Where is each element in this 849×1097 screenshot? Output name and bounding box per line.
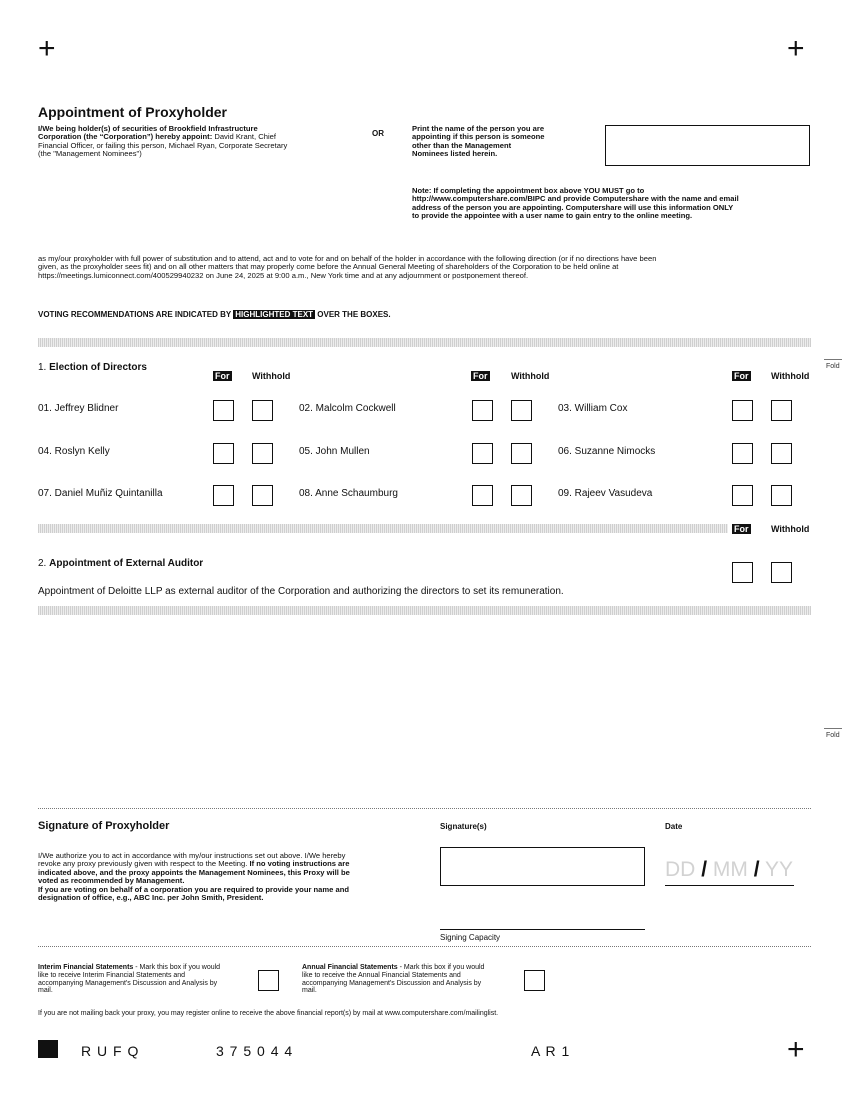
highlighted-text-sample: HIGHLIGHTED TEXT	[235, 310, 314, 319]
auditor-description: Appointment of Deloitte LLP as external auditor of the Corporation and authorizing the directors to set its remuneration.	[38, 586, 564, 597]
interim-line-1	[38, 964, 258, 972]
mailing-list-note: If you are not mailing back your proxy, you may register online to receive the above financial report(s) by mail at www.computershare.com/mailinglist.	[38, 1010, 499, 1017]
footer-code-number: 3 7 5 0 4 4	[216, 1043, 294, 1059]
note-line-1: Note: If completing the appointment box above YOU MUST go to	[412, 186, 645, 195]
print-line-3: other than the Management	[412, 140, 512, 150]
election-heading	[38, 362, 147, 373]
interim-line-3: accompanying Management's Discussion and Analysis by	[38, 979, 218, 987]
interim-statements-checkbox[interactable]	[258, 970, 279, 991]
signing-capacity-label: Signing Capacity	[440, 933, 501, 942]
date-separator: /	[701, 858, 708, 881]
director-name: 01. Jeffrey Blidner	[38, 403, 119, 414]
crop-mark-top-left: +	[38, 32, 56, 65]
proxy-line-1: as my/our proxyholder with full power of substitution and to attend, act and to vote for and on behalf of the holder in accordance with the following direction (or if no directions have been	[38, 254, 657, 263]
date-yy: YY	[765, 858, 794, 881]
signing-capacity-field[interactable]	[440, 929, 645, 930]
holder-line-3: Financial Officer, or failing this person, Michael Ryan, Corporate Secretary	[38, 140, 288, 150]
holder-line-1: I/We being holder(s) of securities of Brookfield Infrastructure	[38, 124, 258, 133]
for-checkbox-director-05[interactable]	[472, 443, 493, 464]
withhold-checkbox-director-03[interactable]	[771, 400, 792, 421]
annual-statements-checkbox[interactable]	[524, 970, 545, 991]
for-checkbox-director-04[interactable]	[213, 443, 234, 464]
holder-line-4: (the "Management Nominees")	[38, 149, 142, 159]
withhold-checkbox-director-09[interactable]	[771, 485, 792, 506]
note-line-4: to provide the appointee with a user name to gain entry to the online meeting.	[412, 211, 693, 221]
sig-line-2-normal: revoke any proxy previously given with respect to the Meeting.	[38, 859, 250, 869]
auditor-heading	[38, 558, 203, 569]
director-name: 05. John Mullen	[299, 446, 370, 457]
annual-line-2: like to receive the Annual Financial Statements and	[302, 971, 461, 979]
sig-line-5: If you are voting on behalf of a corporation you are required to provide your name and	[38, 884, 349, 894]
withhold-checkbox-director-07[interactable]	[252, 485, 273, 506]
annual-line-1-normal: - Mark this box if you would	[397, 964, 485, 971]
withhold-checkbox-director-02[interactable]	[511, 400, 532, 421]
withhold-checkbox-auditor[interactable]	[771, 562, 792, 583]
fold-line-bottom	[824, 728, 842, 729]
annual-line-4: mail.	[302, 987, 317, 995]
signature-authorization-text	[38, 852, 428, 902]
auditor-title: Appointment of External Auditor	[49, 558, 204, 569]
sig-line-2-bold: If no voting instructions are	[249, 859, 350, 869]
for-checkbox-director-07[interactable]	[213, 485, 234, 506]
page-title: Appointment of Proxyholder	[38, 104, 227, 120]
proxyholder-name-input[interactable]	[605, 125, 810, 166]
auditor-number: 2.	[38, 558, 50, 569]
voting-pre: VOTING RECOMMENDATIONS ARE INDICATED BY	[38, 310, 234, 319]
date-label: Date	[665, 822, 683, 831]
sig-line-1: I/We authorize you to act in accordance with my/our instructions set out above. I/We hereby	[38, 851, 346, 860]
fold-label-bottom: Fold	[826, 732, 840, 739]
voting-post: OVER THE BOXES.	[315, 310, 391, 319]
section-divider-top	[38, 338, 811, 347]
voting-recommendations	[38, 310, 391, 319]
director-name: 08. Anne Schaumburg	[299, 488, 398, 499]
director-name: 03. William Cox	[558, 403, 628, 414]
interim-line-1-normal: - Mark this box if you would	[133, 964, 221, 971]
holder-line-2-normal: David Krant, Chief	[212, 132, 276, 142]
date-separator: /	[753, 858, 760, 881]
holder-line-2-bold: Corporation (the “Corporation”) hereby appoint:	[38, 132, 213, 142]
for-label-col3: For	[734, 371, 749, 381]
print-line-4: Nominees listed herein.	[412, 149, 498, 159]
director-name: 09. Rajeev Vasudeva	[558, 488, 653, 499]
signature-title: Signature of Proxyholder	[38, 820, 170, 832]
for-checkbox-auditor[interactable]	[732, 562, 753, 583]
date-mm: MM	[712, 858, 748, 881]
print-name-instructions	[412, 125, 602, 159]
director-name: 06. Suzanne Nimocks	[558, 446, 656, 457]
fold-line-top	[824, 359, 842, 360]
withhold-checkbox-director-01[interactable]	[252, 400, 273, 421]
for-checkbox-director-01[interactable]	[213, 400, 234, 421]
withhold-checkbox-director-05[interactable]	[511, 443, 532, 464]
signature-separator-top	[38, 808, 811, 809]
director-name: 04. Roslyn Kelly	[38, 446, 110, 457]
or-label: OR	[372, 129, 384, 138]
annual-title: Annual Financial Statements	[302, 964, 398, 971]
note-line-3: address of the person you are appointing. Computershare will use this information ONLY	[412, 202, 734, 212]
withhold-checkbox-director-06[interactable]	[771, 443, 792, 464]
print-line-1: Print the name of the person you are	[412, 124, 545, 133]
for-checkbox-director-09[interactable]	[732, 485, 753, 506]
signature-field[interactable]	[440, 847, 645, 886]
for-checkbox-director-08[interactable]	[472, 485, 493, 506]
director-name: 02. Malcolm Cockwell	[299, 403, 396, 414]
withhold-label-col3: Withhold	[771, 371, 810, 381]
for-checkbox-director-02[interactable]	[472, 400, 493, 421]
for-checkbox-director-06[interactable]	[732, 443, 753, 464]
for-label-col2: For	[473, 371, 488, 381]
date-dd: DD	[665, 858, 696, 881]
footer-black-square	[38, 1040, 58, 1058]
proxy-authority-text	[38, 255, 818, 280]
interim-title: Interim Financial Statements	[38, 964, 134, 971]
crop-mark-top-right: +	[787, 32, 805, 65]
annual-line-1	[302, 964, 522, 972]
crop-mark-bottom-right: +	[787, 1033, 805, 1066]
fold-label-top: Fold	[826, 363, 840, 370]
withhold-checkbox-director-08[interactable]	[511, 485, 532, 506]
withhold-label-col1: Withhold	[252, 371, 291, 381]
for-checkbox-director-03[interactable]	[732, 400, 753, 421]
print-line-2: appointing if this person is someone	[412, 132, 545, 142]
proxy-line-3: https://meetings.lumiconnect.com/400529940232 on June 24, 2025 at 9:00 a.m., New York time and at any adjournment or postponement thereof.	[38, 270, 529, 280]
appointment-note	[412, 187, 812, 221]
annual-statements-text	[302, 964, 522, 995]
section-divider-bottom	[38, 606, 811, 615]
signatures-label: Signature(s)	[440, 822, 487, 831]
for-label-col1: For	[215, 371, 230, 381]
interim-line-2: like to receive Interim Financial Statements and	[38, 971, 186, 979]
withhold-checkbox-director-04[interactable]	[252, 443, 273, 464]
withhold-label-auditor: Withhold	[771, 524, 810, 534]
footer-code-ar1: A R 1	[531, 1043, 571, 1059]
director-name: 07. Daniel Muñiz Quintanilla	[38, 488, 163, 499]
withhold-label-col2: Withhold	[511, 371, 550, 381]
date-field[interactable]	[665, 858, 794, 886]
for-label-auditor: For	[734, 524, 749, 534]
sig-line-4: voted as recommended by Management.	[38, 876, 185, 886]
proxy-line-2: given, as the proxyholder sees fit) and on all other matters that may properly come before the Annual General Meeting of shareholders of the Corporation to be held online at	[38, 262, 619, 272]
election-title: Election of Directors	[49, 362, 147, 373]
interim-line-4: mail.	[38, 987, 53, 995]
note-line-2: http://www.computershare.com/BIPC and provide Computershare with the name and email	[412, 194, 739, 204]
sig-line-3: indicated above, and the proxy appoints the Management Nominees, this Proxy will be	[38, 867, 350, 877]
section-divider-middle	[38, 524, 728, 533]
holder-appointment-text	[38, 125, 358, 159]
footer-code-rufq: R U F Q	[81, 1043, 140, 1059]
election-number: 1.	[38, 362, 50, 373]
sig-line-6: designation of office, e.g., ABC Inc. per John Smith, President.	[38, 893, 264, 903]
annual-line-3: accompanying Management's Discussion and Analysis by	[302, 979, 482, 987]
interim-statements-text	[38, 964, 258, 995]
signature-separator-bottom	[38, 946, 811, 947]
